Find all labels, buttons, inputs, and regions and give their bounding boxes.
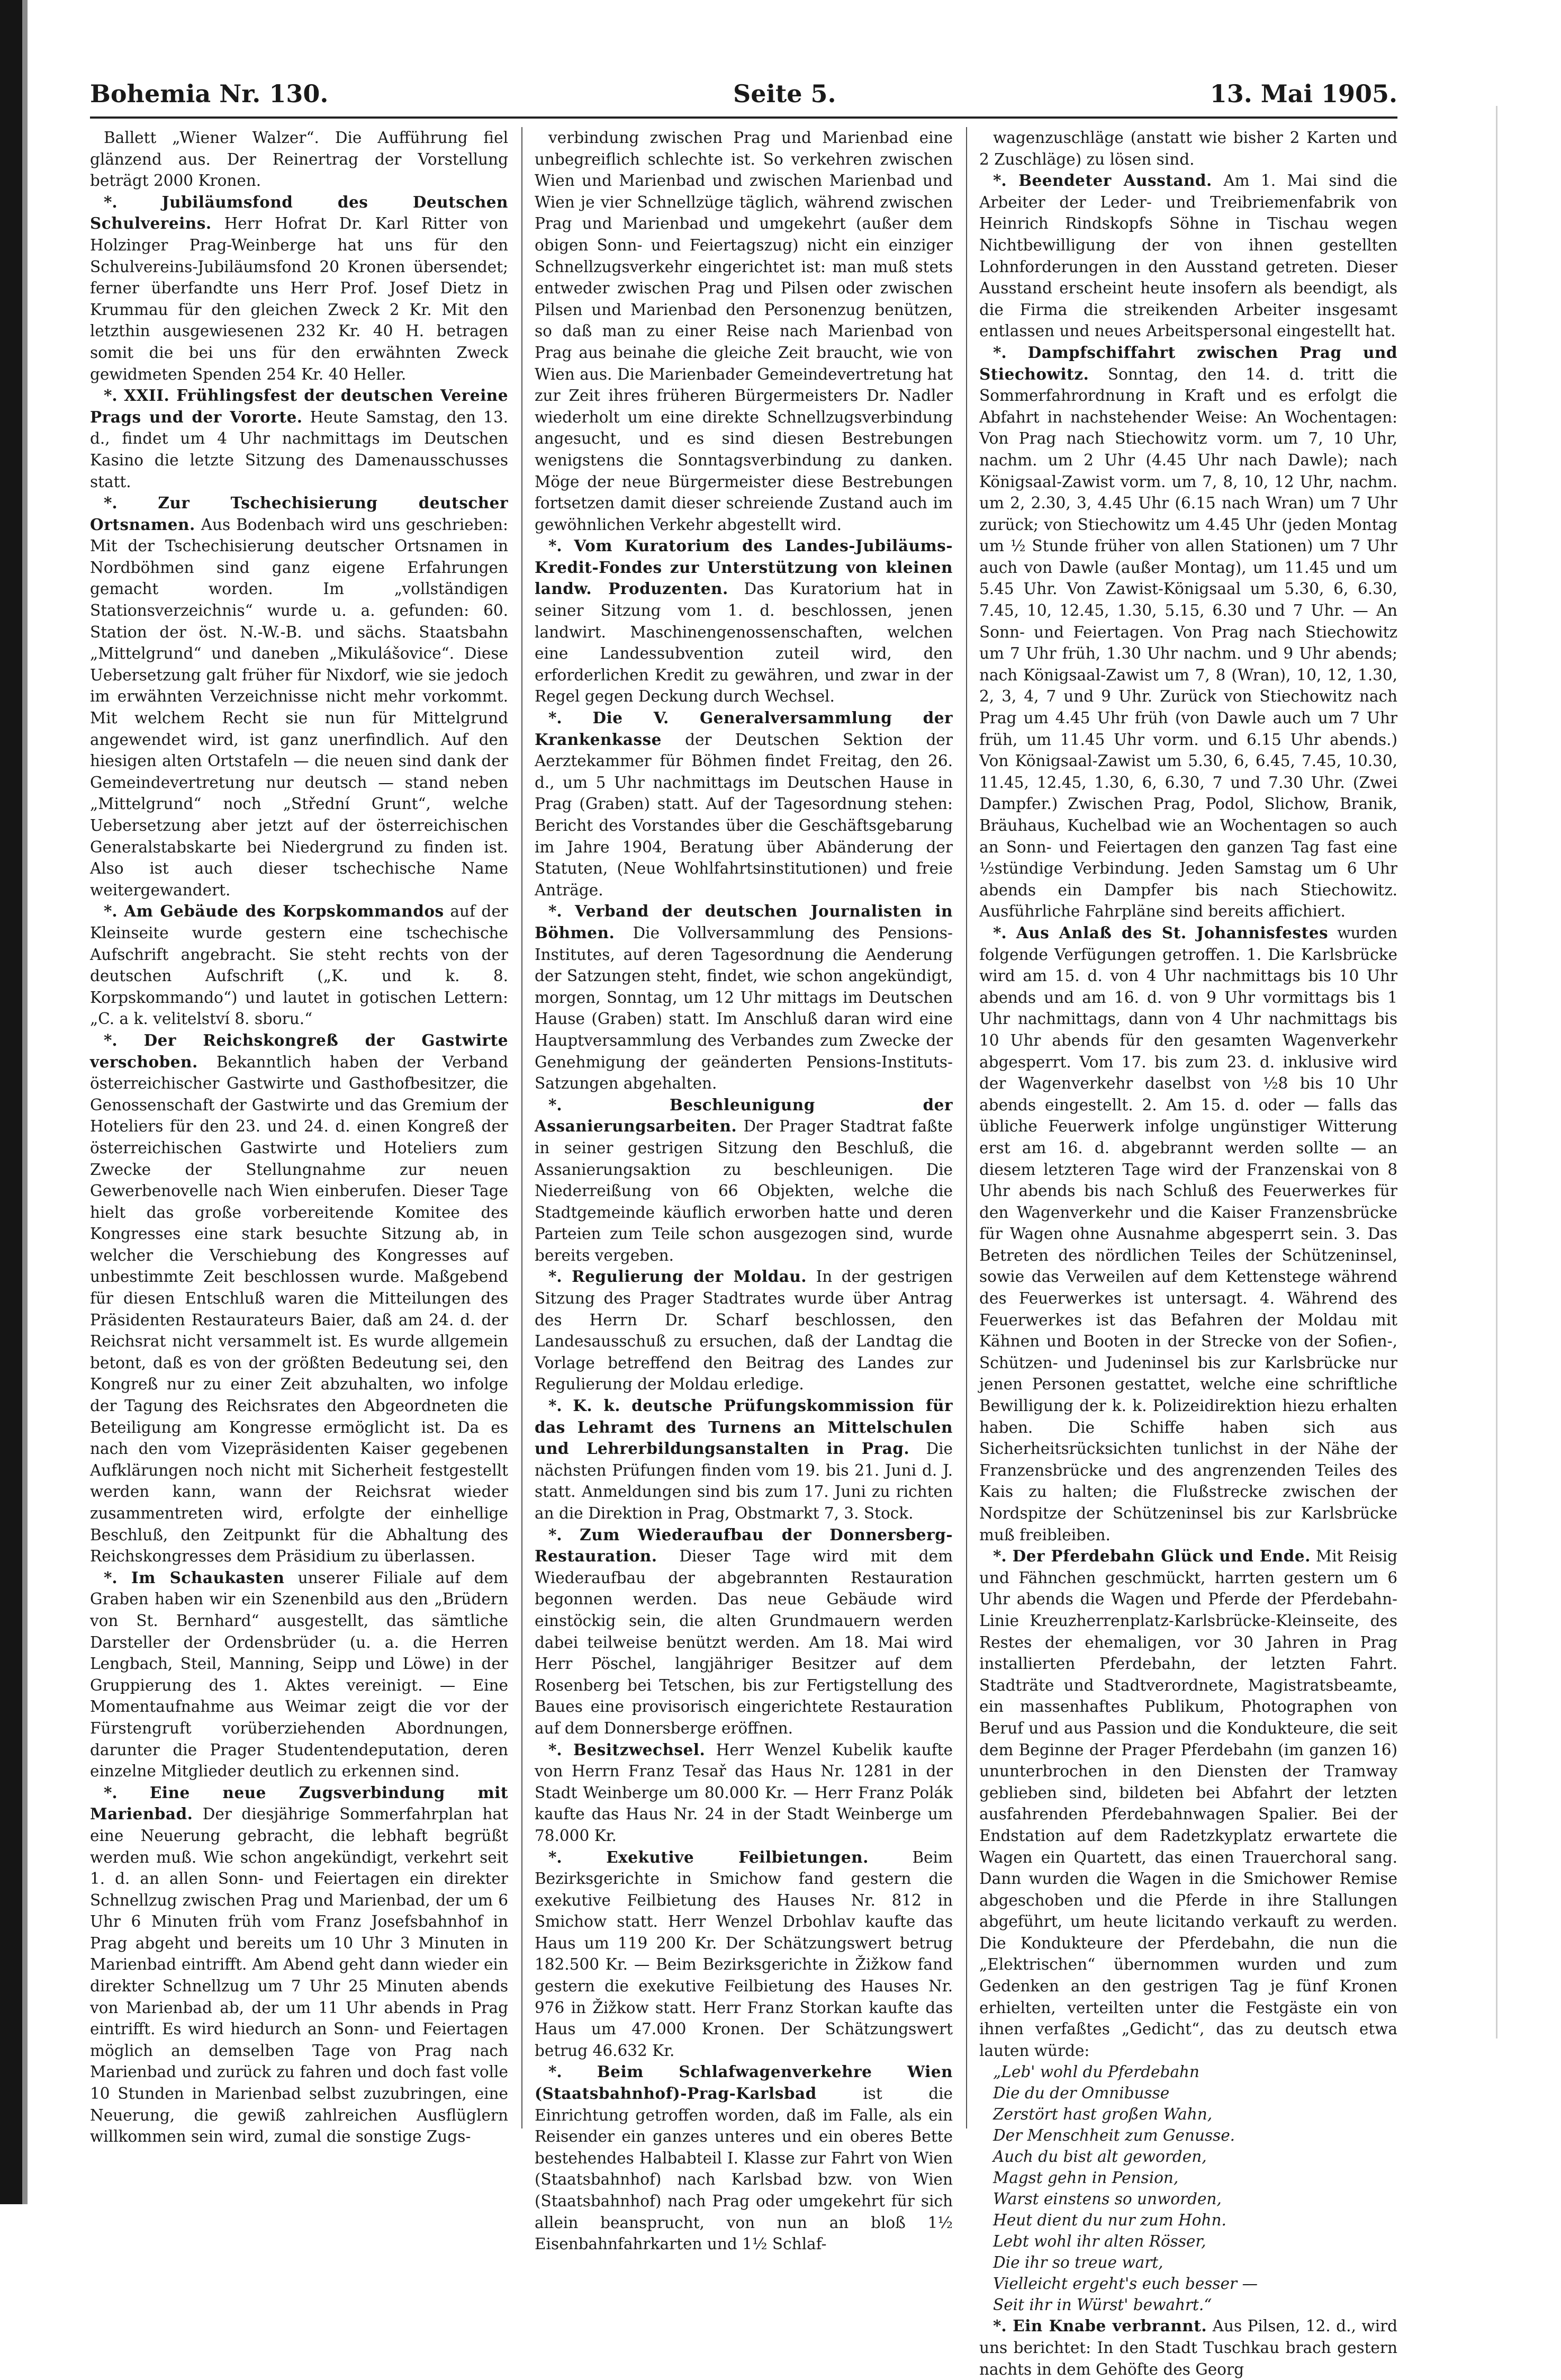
news-item-headline: Beschleunigung der Assanierungsarbeiten. — [535, 1095, 953, 1136]
issue-date: 13. Mai 1905. — [1210, 79, 1397, 108]
news-item-headline: Besitzwechsel. — [573, 1740, 706, 1759]
item-marker: *. — [993, 343, 1028, 362]
poem-line: Heut dient du nur zum Hohn. — [993, 2211, 1226, 2230]
news-item-text: auf der Kleinseite wurde gestern eine tschechische Aufschrift angebracht. Sie steht rechts von der deutschen Aufschrift („K. und k. 8. Korpskommando“) und lautet in gotischen Lettern: „C. a k. velitelství 8. sboru.“ — [90, 902, 508, 1028]
news-item — [979, 127, 1397, 170]
item-marker: *. — [548, 708, 593, 728]
news-item-text: Aus Pilsen, 12. d., wird uns berichtet: In den Stadt Tuschkau brach gestern nachts in dem Gehöfte des Georg — [979, 2317, 1397, 2378]
news-item — [90, 1567, 508, 1782]
news-item — [979, 922, 1397, 1546]
news-item-headline: Ein Knabe verbrannt. — [1013, 2316, 1207, 2336]
item-marker: *. — [548, 536, 574, 555]
news-item — [535, 1094, 953, 1267]
news-item-text: ist die Einrichtung getroffen worden, daß im Falle, als ein Reisender ein ganzes unteres und ein oberes Bette bestehendes Halbabteil I. Klasse zur Fahrt von Wien (Staatsbahnhof) nach Karlsbad bzw. von Wien (Staatsbahnhof) nach Prag oder umgekehrt für sich allein beansprucht, von nun an bloß 1½ Eisenbahnfahrkarten und 1½ Schlaf- — [535, 2085, 953, 2253]
news-item-text: Herr Wenzel Kubelik kaufte von Herrn Franz Tesař das Haus Nr. 1281 in der Stadt Weinberge um 80.000 Kr. — Herr Franz Polák kaufte das Haus Nr. 24 in der Stadt Weinberge um 78.000 Kr. — [535, 1740, 953, 1845]
scan-edge-right — [1496, 106, 1497, 2038]
news-item-text: der Deutschen Sektion der Aerztekammer für Böhmen findet Freitag, den 26. d., um 5 Uhr nachmittags im Deutschen Hause in Prag (Graben) statt. Auf der Tagesordnung stehen: Bericht des Vorstandes über die Geschäftsgebarung im Jahre 1904, Beratung über Abänderung der Statuten, (Neue Wohlfahrtsinstitutionen) und freie Anträge. — [535, 730, 953, 899]
news-item-headline: Regulierung der Moldau. — [572, 1267, 807, 1286]
news-item — [535, 127, 953, 535]
news-item — [535, 1266, 953, 1395]
item-marker: *. — [993, 1547, 1013, 1566]
news-item — [979, 1546, 1397, 2061]
column-2 — [535, 127, 953, 2253]
news-item — [979, 2315, 1397, 2380]
news-item — [90, 192, 508, 385]
news-item-headline: Am Gebäude des Korpskommandos — [124, 902, 444, 921]
news-item-text: Heute Samstag, den 13. d., findet um 4 Uhr nachmittags im Deutschen Kasino die letzte Sitzung des Damenausschusses statt. — [90, 408, 508, 491]
article-columns — [90, 127, 1398, 2378]
news-item-headline: XXII. Frühlingsfest der deutschen Vereine Prags und der Vororte. — [90, 386, 508, 426]
news-item-text: In der gestrigen Sitzung des Prager Stadtrates wurde über Antrag des Herrn Dr. Scharf beschlossen, den Landesausschuß zu ersuchen, daß der Landtag die Vorlage betreffend den Beitrag des Landes zur Regulierung der Moldau erledige. — [535, 1268, 953, 1394]
news-item-text: wurden folgende Verfügungen getroffen. 1. Die Karlsbrücke wird am 15. d. von 4 Uhr nachmittags bis 10 Uhr abends und am 16. d. von 9 Uhr vormittags bis 1 Uhr nachmittags, dann von 4 Uhr nachmittags bis 10 Uhr abends für den gesamten Wagenverkehr abgesperrt. Vom 17. bis zum 23. d. inklusive wird der Wagenverkehr daselbst von ½8 bis 10 Uhr abends eingestellt. 2. Am 15. d. oder — falls das übliche Feuerwerk infolge ungünstiger Witterung erst am 16. d. abgebrannt werden sollte — an diesem letzteren Tage wird der Franzenskai von 8 Uhr abends bis nach Schluß des Feuerwerkes für den Wagenverkehr und die Kaiser Franzensbrücke für Wagen ohne Ausnahme abgesperrt sein. 3. Das Betreten des nördlichen Teiles der Schützeninsel, sowie das Verweilen auf dem Kettenstege während des Feuerwerkes ist untersagt. 4. Während des Feuerwerkes ist das Befahren der Moldau mit Kähnen und Booten in der Strecke von der Sofien-, Schützen- und Judeninsel bis zur Karlsbrücke nur jenen Personen gestattet, welche eine schriftliche Bewilligung der k. k. Polizeidirektion hiezu erhalten haben. Die Schiffe haben sich aus Sicherheitsrücksichten tunlichst in der Nähe der Franzensbrücke und des angrenzenden Teiles des Kais zu halten; die Flußstrecke zwischen der Nordspitze der Schützeninsel bis zur Karlsbrücke muß freibleiben. — [979, 923, 1397, 1544]
poem — [979, 2061, 1397, 2315]
news-item-text: unserer Filiale auf dem Graben haben wir ein Szenenbild aus den „Brüdern von St. Bernhard“ ausgestellt, das sämtliche Darsteller der Ordensbrüder (u. a. die Herren Lengbach, Steil, Manning, Seipp und Löwe) in der Gruppierung des 1. Aktes vereinigt. — Eine Momentaufnahme aus Weimar zeigt die vor der Fürstengruft vorüberziehenden Abordnungen, darunter die Prager Studentendeputation, deren einzelne Mitglieder deutlich zu erkennen sind. — [90, 1568, 508, 1781]
news-item-headline: Zur Tschechisierung deutscher Ortsnamen. — [90, 493, 508, 534]
news-item — [535, 1847, 953, 2062]
column-rule — [521, 127, 522, 2128]
news-item — [535, 1739, 953, 1847]
item-marker: *. — [104, 386, 124, 405]
news-item — [535, 901, 953, 1094]
news-item-text: verbindung zwischen Prag und Marienbad eine unbegreiflich schlechte ist. So verkehren zwischen Wien und Marienbad und zwischen Marienbad und Wien je vier Schnellzüge täglich, während zwischen Prag und Marienbad und umgekehrt (außer dem obigen Sonn- und Feiertagszug) nicht ein einziger Schnellzugsverkehr eingerichtet ist: man muß stets entweder zwischen Prag und Pilsen oder zwischen Pilsen und Marienbad den Personenzug benützen, so daß man zu einer Reise nach Marienbad von Prag aus beinahe die gleiche Zeit braucht, wie von Wien aus. Die Marienbader Gemeindevertretung hat zur Zeit ihres früheren Bürgermeisters Dr. Nadler wiederholt um eine direkte Schnellzugsverbindung angesucht, und es sind diesen Bestrebungen wenigstens die Sonntagsverbindung zu danken. Möge der neue Bürgermeister diese Bestrebungen fortsetzen damit dieser schreiende Zustand auch im gewöhnlichen Verkehr abgestellt wird. — [535, 129, 953, 534]
poem-line: Vielleicht ergeht's euch besser — — [993, 2275, 1258, 2293]
poem-line: Magst gehn in Pension, — [993, 2169, 1179, 2187]
news-item-text: Der Prager Stadtrat faßte in seiner gestrigen Sitzung den Beschluß, die Assanierungsaktion zu beschleunigen. Die Niederreißung von 66 Objekten, welche die Stadtgemeinde käuflich erworben hatte und deren Parteien zum Teile schon ausgezogen sind, wurde bereits vergeben. — [535, 1117, 953, 1264]
poem-line: Lebt wohl ihr alten Rösser, — [993, 2232, 1206, 2251]
item-marker: *. — [548, 1740, 573, 1759]
item-marker: *. — [104, 1783, 150, 1802]
scan-edge-shadow — [22, 0, 28, 2204]
item-marker: *. — [548, 1525, 580, 1544]
column-1 — [90, 127, 508, 2146]
item-marker: *. — [548, 902, 575, 921]
page-header — [90, 74, 1397, 119]
column-rule — [966, 127, 967, 2128]
news-item — [90, 127, 508, 192]
news-item — [90, 492, 508, 901]
news-item-headline: K. k. deutsche Prüfungskommission für das Lehramt des Turnens an Mittelschulen und Lehrerbildungsanstalten in Prag. — [535, 1396, 953, 1458]
news-item-headline: Vom Kuratorium des Landes-Jubiläums-Kredit-Fondes zur Unterstützung von kleinen landw. Produzenten. — [535, 536, 953, 598]
item-marker: *. — [104, 1030, 144, 1049]
news-item-headline: Eine neue Zugsverbindung mit Marienbad. — [90, 1783, 508, 1824]
news-item-headline: Im Schaukasten — [131, 1568, 285, 1587]
poem-line: „Leb' wohl du Pferdebahn — [993, 2063, 1199, 2081]
page-number: Seite 5. — [733, 79, 836, 108]
item-marker: *. — [993, 2316, 1013, 2336]
item-marker: *. — [993, 171, 1019, 190]
item-marker: *. — [993, 923, 1016, 942]
poem-line: Die ihr so treue wart, — [993, 2253, 1163, 2272]
item-marker: *. — [104, 1568, 131, 1587]
news-item-text: Der diesjährige Sommerfahrplan hat eine Neuerung gebracht, die lebhaft begrüßt werden muß. Wie schon angekündigt, verkehrt seit 1. d. an allen Sonn- und Feiertagen ein direkter Schnellzug zwischen Prag und Marienbad, der um 6 Uhr 6 Minuten früh vom Franz Josefsbahnhof in Prag abgeht und bereits um 10 Uhr 3 Minuten in Marienbad eintrifft. Am Abend geht dann wieder ein direkter Schnellzug um 7 Uhr 25 Minuten abends von Marienbad ab, der um 11 Uhr abends in Prag eintrifft. Es wird hiedurch an Sonn- und Feiertagen möglich an demselben Tage von Prag nach Marienbad und zurück zu fahren und doch fast volle 10 Stunden in Marienbad selbst zuzubringen, eine Neuerung, die gewiß zahlreichen Ausflüglern willkommen sein wird, zumal die sonstige Zugs- — [90, 1805, 508, 2146]
news-item — [90, 385, 508, 492]
news-item-text: Mit Reisig und Fähnchen geschmückt, harrten gestern um 6 Uhr abends die Wagen und Pferde der Pferdebahn-Linie Kreuzherrenplatz-Karlsbrücke-Kleinseite, des Restes der ehemaligen, vor 30 Jahren in Prag installierten Pferdebahn, der letzten Fahrt. Stadträte und Stadtverordnete, Magistratsbeamte, ein massenhaftes Publikum, Photographen von Beruf und aus Passion und die Kondukteure, die seit dem Beginne der Prager Pferdebahn (im ganzen 16) ununterbrochen in den Diensten der Tramway geblieben sind, bildeten bei Abfahrt der letzten ausfahrenden Pferdebahnwagen Spalier. Bei der Endstation auf dem Radetzkyplatz erwartete die Wagen ein Quartett, das einen Trauerchoral sang. Dann wurden die Wagen in die Smichower Remise abgeschoben und die Pferde in ihre Stallungen abgeführt, um heute licitando verkauft zu werden. Die Kondukteure der Pferdebahn, die nun die „Elektrischen“ übernommen wurden und zum Gedenken an den gestrigen Tag je fünf Kronen erhielten, verteilten unter die Festgäste ein von ihnen verfaßtes „Gedicht“, das zu deutsch etwa lauten würde: — [979, 1547, 1398, 2060]
news-item-headline: Der Reichskongreß der Gastwirte verschoben. — [90, 1030, 508, 1071]
poem-line: Zerstört hast großen Wahn, — [993, 2105, 1213, 2124]
news-item — [90, 1030, 508, 1567]
item-marker: *. — [548, 1267, 572, 1286]
news-item — [979, 170, 1397, 342]
news-item-headline: Die V. Generalversammlung der Krankenkasse — [535, 708, 953, 749]
item-marker: *. — [104, 493, 158, 513]
poem-line: Seit ihr in Würst' bewahrt.“ — [993, 2296, 1212, 2314]
column-3 — [979, 127, 1398, 2378]
news-item-text: Ballett „Wiener Walzer“. Die Aufführung fiel glänzend aus. Der Reinertrag der Vorstellung beträgt 2000 Kronen. — [90, 129, 508, 190]
poem-line: Die du der Omnibusse — [993, 2084, 1170, 2103]
news-item-text: Die nächsten Prüfungen finden vom 19. bis 21. Juni d. J. statt. Anmeldungen sind bis zum 17. Juni zu richten an die Direktion in Prag, Obstmarkt 7, 3. Stock. — [535, 1440, 953, 1522]
news-item-headline: Beim Schlafwagenverkehre Wien (Staatsbahnhof)-Prag-Karlsbad — [535, 2062, 953, 2103]
news-item-text: wagenzuschläge (anstatt wie bisher 2 Karten und 2 Zuschläge) zu lösen sind. — [979, 129, 1397, 168]
news-item — [979, 342, 1397, 922]
publication-issue: Bohemia Nr. 130. — [90, 79, 329, 108]
news-item-headline: Dampfschiffahrt zwischen Prag und Stiechowitz. — [979, 343, 1398, 383]
news-item — [535, 707, 953, 901]
news-item-headline: Zum Wiederaufbau der Donnersberg-Restauration. — [535, 1525, 953, 1566]
news-item-headline: Aus Anlaß des St. Johannisfestes — [1016, 923, 1329, 942]
news-item-headline: Der Pferdebahn Glück und Ende. — [1012, 1547, 1311, 1566]
item-marker: *. — [104, 192, 162, 211]
news-item-text: Dieser Tage wird mit dem Wiederaufbau der abgebrannten Restauration begonnen werden. Das neue Gebäude wird einstöckig sein, die alten Grundmauern werden dabei teilweise benützt werden. Am 18. Mai wird Herr Pöschel, langjähriger Besitzer auf dem Rosenberg bei Tetschen, bis zur Fertigstellung des Baues eine provisorisch eingerichtete Restauration auf dem Donnersberge eröffnen. — [535, 1547, 953, 1737]
news-item-text: Herr Hofrat Dr. Karl Ritter von Holzinger Prag-Weinberge hat uns für den Schulvereins-Jubiläumsfond 20 Kronen übersendet; ferner überfandte uns Herr Prof. Josef Dietz in Krummau für den gleichen Zweck 2 Kr. Mit den letzthin ausgewiesenen 232 Kr. 40 H. betragen somit die bei uns für den erwähnten Zweck gewidmeten Spenden 254 Kr. 40 Heller. — [90, 214, 508, 383]
news-item-text: Sonntag, den 14. d. tritt die Sommerfahrordnung in Kraft und es erfolgt die Abfahrt in nachstehender Weise: An Wochentagen: Von Prag nach Stiechowitz vorm. um 7, 10 Uhr, nachm. um 2 Uhr (4.45 Uhr nach Dawle); nach Königsaal-Zawist vorm. um 7, 8, 10, 12 Uhr, nachm. um 2, 2.30, 3, 4.45 Uhr (6.15 nach Wran) um 7 Uhr zurück; von Stiechowitz um 4.45 Uhr (jeden Montag um ½ Stunde früher von allen Stationen) um 7 Uhr auch von Dawle (außer Montag), um 11.45 und um 5.45 Uhr. Von Zawist-Königsaal um 5.30, 6, 6.30, 7.45, 10, 12.45, 1.30, 5.15, 6.30 und 7 Uhr. — An Sonn- und Feiertagen. Von Prag nach Stiechowitz um 7 Uhr früh, 1.30 Uhr nachm. und 9 Uhr abends; nach Königsaal-Zawist um 7, 8 (Wran), 10, 12, 1.30, 2, 3, 4, 7 und 9 Uhr. Zurück von Stiechowitz nach Prag um 4.45 Uhr früh (von Dawle auch um 7 Uhr früh, um 11.45 Uhr vorm. und 6.15 Uhr abends.) Von Königsaal-Zawist um 5.30, 6, 6.45, 7.45, 10.30, 11.45, 12.45, 1.30, 6, 6.30, 7 und 7.30 Uhr. (Zwei Dampfer.) Zwischen Prag, Podol, Slichow, Branik, Bräuhaus, Kuchelbad wie an Wochentagen so auch an Sonn- und Feiertagen den ganzen Tag fast eine ½stündige Verbindung. Jeden Samstag um 6 Uhr abends ein Dampfer bis nach Stiechowitz. Ausführliche Fahrpläne sind bereits affichiert. — [979, 365, 1397, 921]
item-marker: *. — [548, 1847, 607, 1866]
item-marker: *. — [548, 1396, 573, 1415]
news-item-headline: Verband der deutschen Journalisten in Böhmen. — [535, 902, 953, 942]
poem-line: Warst einstens so unworden, — [993, 2190, 1222, 2208]
news-item-text: Das Kuratorium hat in seiner Sitzung vom 1. d. beschlossen, jenen landwirt. Maschinengenossenschaften, welchen eine Landessubvention zuteil wird, den erforderlichen Kredit zu gewähren, und zwar in der Regel gegen Deckung durch Wechsel. — [535, 580, 953, 706]
news-item-text: Aus Bodenbach wird uns geschrieben: Mit der Tschechisierung deutscher Ortsnamen in Nordböhmen sind ganz eigene Erfahrungen gemacht worden. Im „vollständigen Stationsverzeichnis“ wurde u. a. gefunden: 60. Station der öst. N.-W.-B. und sächs. Staatsbahn „Mittelgrund“ und daneben „Mikulášovice“. Diese Uebersetzung galt früher für Nixdorf, wie sie jedoch im erwähnten Verzeichnisse nicht mehr vorkommt. Mit welchem Recht sie nun für Mittelgrund angewendet wird, ist ganz unerfindlich. Auf den hiesigen alten Ortstafeln — die neuen sind dank der Gemeindevertretung nur deutsch — stand neben „Mittelgrund“ noch „Střední Grunt“, welche Uebersetzung aber jetzt auf der österreichischen Generalstabskarte bei Niedergrund zu finden ist. Also ist auch dieser tschechische Name weitergewandert. — [90, 515, 508, 899]
item-marker: *. — [548, 2062, 597, 2081]
news-item — [535, 2061, 953, 2255]
news-item-text: Am 1. Mai sind die Arbeiter der Leder- und Treibriemenfabrik von Heinrich Rindskopfs Söhne in Tischau wegen Nichtbewilligung der von ihnen gestellten Lohnforderungen in den Ausstand getreten. Dieser Ausstand erscheint heute insofern als beendigt, als die Firma die streikenden Arbeiter insgesamt entlassen und neues Arbeitspersonal eingestellt hat. — [979, 172, 1397, 340]
news-item-text: Beim Bezirksgerichte in Smichow fand gestern die exekutive Feilbietung des Hauses Nr. 812 in Smichow statt. Herr Wenzel Drbohlav kaufte das Haus um 119 200 Kr. Der Schätzungswert betrug 182.500 Kr. — Beim Bezirksgerichte in Žižkow fand gestern die exekutive Feilbietung des Hauses Nr. 976 in Žižkow statt. Herr Franz Storkan kaufte das Haus um 47.000 Kronen. Der Schätzungswert betrug 46.632 Kr. — [535, 1848, 953, 2060]
poem-line: Der Menschheit zum Genusse. — [993, 2126, 1235, 2145]
news-item — [535, 1395, 953, 1524]
news-item — [535, 1524, 953, 1739]
scan-edge — [0, 0, 22, 2204]
news-item — [535, 535, 953, 707]
news-item-text: Bekanntlich haben der Verband österreichischer Gastwirte und Gasthofbesitzer, die Genossenschaft der Gastwirte und das Gremium der Hoteliers für den 23. und 24. d. einen Kongreß der österreichischen Gastwirte und Hoteliers zum Zwecke der Stellungnahme zur neuen Gewerbenovelle nach Wien einberufen. Dieser Tage hielt das große vorbereitende Komitee des Kongresses eine stark besuchte Sitzung ab, in welcher die Verschiebung des Kongresses auf unbestimmte Zeit beschlossen wurde. Maßgebend für diesen Entschluß waren die Mitteilungen des Präsidenten Restaurateurs Baier, daß am 24. d. der Reichsrat nicht versammelt ist. Es wurde allgemein betont, daß es von der größten Bedeutung sei, den Kongreß nur zu einer Zeit abzuhalten, wo infolge der Tagung des Reichsrates den Abgeordneten die Beteiligung am Kongresse ermöglicht ist. Da es nach den vom Vizepräsidenten Kaiser gegebenen Aufklärungen noch nicht mit Sicherheit festgestellt werden kann, wann der Reichsrat wieder zusammentreten wird, erfolgte der einhellige Beschluß, den Zeitpunkt für die Abhaltung des Reichskongresses dem Präsidium zu überlassen. — [90, 1053, 508, 1566]
poem-line: Auch du bist alt geworden, — [993, 2148, 1207, 2166]
item-marker: *. — [548, 1095, 670, 1114]
news-item-text: Die Vollversammlung des Pensions-Institutes, auf deren Tagesordnung die Aenderung der Satzungen steht, findet, wie schon angekündigt, morgen, Sonntag, um 12 Uhr mittags im Deutschen Hause (Graben) statt. Im Anschluß daran wird eine Hauptversammlung des Verbandes zum Zwecke der Genehmigung der geänderten Pensions-Instituts-Satzungen abgehalten. — [535, 923, 953, 1093]
news-item-headline: Jubiläumsfond des Deutschen Schulvereins. — [90, 192, 508, 233]
news-item-headline: Exekutive Feilbietungen. — [606, 1847, 869, 1866]
news-item — [90, 901, 508, 1030]
news-item-headline: Beendeter Ausstand. — [1018, 171, 1212, 190]
item-marker: *. — [104, 902, 124, 921]
newspaper-page — [90, 74, 1398, 2378]
news-item — [90, 1782, 508, 2148]
